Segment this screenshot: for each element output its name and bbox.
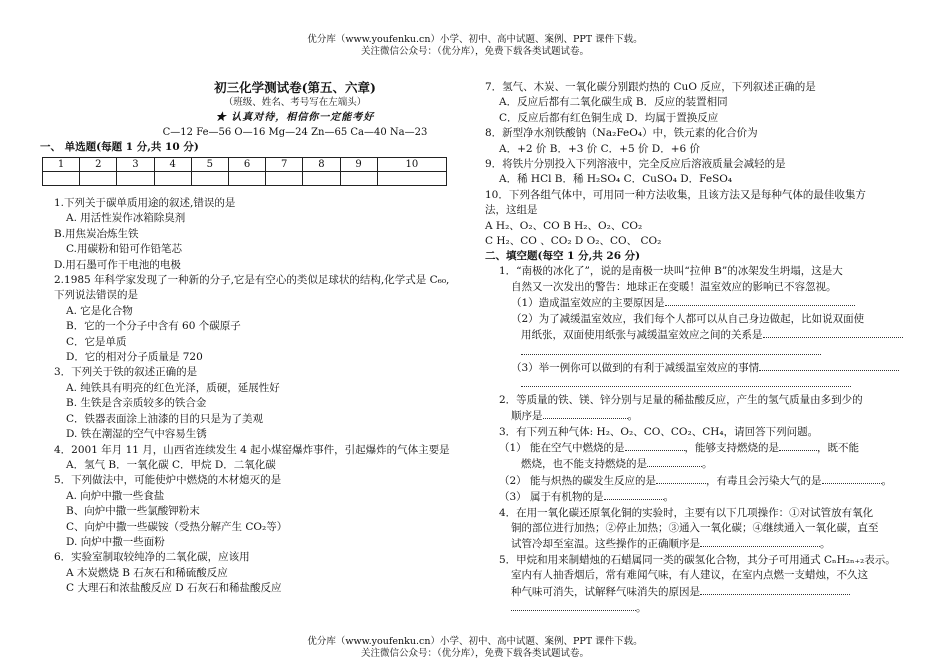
question-10-cont: 法，这组是	[485, 204, 538, 217]
answer-table	[42, 157, 447, 186]
answer-blank[interactable]	[521, 376, 851, 387]
fill-1-2-line	[485, 344, 900, 360]
fill-2: 2．等质量的铁、镁、锌分别与足量的稀盐酸反应，产生的氢气质量由多到少的	[499, 393, 863, 406]
question-1-option: C.用碳粉和铅可作铅笔芯	[66, 243, 182, 256]
question-1: 1.下列关于碳单质用途的叙述,错误的是	[54, 197, 236, 209]
watermark-bottom-line1: 优分库（www.youfenku.cn）小学、初中、高中试题、案例、PPT 课件下载。	[307, 636, 643, 647]
answer-blank[interactable]	[763, 327, 903, 338]
answer-cell[interactable]	[80, 172, 117, 186]
fill-5-text: 种气味可消失，试解释气味消失的原因是	[511, 585, 700, 598]
question-5: 5．下列做法中，可能使炉中燃烧的木材熄灭的是	[54, 474, 282, 487]
left-column	[40, 80, 450, 597]
fill-5-cont	[485, 584, 900, 600]
watermark-top-line2: 关注微信公众号：（优分库），免费下载各类试题试卷。	[360, 46, 589, 57]
answer-blank[interactable]	[759, 360, 899, 371]
question-2-cont: 下列说法错误的是	[54, 289, 138, 302]
fill-1-2-cont	[485, 327, 900, 343]
fill-1-3	[485, 360, 900, 376]
question-10-options: C H₂、CO 、CO₂ D O₂、CO、 CO₂	[485, 235, 662, 248]
fill-3-1-mid: ，能够支持燃烧的是	[684, 441, 780, 454]
answer-number: 9	[340, 158, 377, 172]
watermark-bottom-line2: 关注微信公众号：（优分库），免费下载各类试题试卷。	[360, 648, 589, 659]
fill-1-2: （2）为了减缓温室效应，我们每个人都可以从自己身边做起，比如说双面使	[511, 312, 865, 325]
answer-number: 10	[377, 158, 446, 172]
fill-1-cont: 自然又一次发出的警告：地球正在变暖！温室效应的影响已不容忽视。	[511, 280, 837, 293]
question-7-options: A．反应后都有二氧化碳生成 B．反应的装置相同	[499, 96, 728, 109]
question-9-options: A．稀 HCl B．稀 H₂SO₄ C．CuSO₄ D．FeSO₄	[499, 173, 733, 186]
question-5-option: B、向炉中撒一些氯酸钾粉末	[66, 505, 200, 518]
right-column	[485, 80, 900, 616]
answer-number: 7	[266, 158, 303, 172]
answer-blank[interactable]	[543, 408, 628, 419]
answer-table-number-row	[43, 158, 447, 172]
fill-4-cont: 铜的部位进行加热；②停止加热；③通入一氧化碳；④继续通入一氧化碳，直至	[511, 521, 879, 534]
question-2-option: D．它的相对分子质量是 720	[66, 351, 203, 364]
question-3-option: B. 生铁是含亲质较多的铁合金	[66, 397, 207, 410]
answer-cell[interactable]	[117, 172, 154, 186]
answer-number: 2	[80, 158, 117, 172]
fill-3-2: （2） 能与炽热的碳发生反应的是 ，有毒且会污染大气的是 。	[499, 474, 893, 487]
fill-2-text: 顺序是	[511, 410, 543, 423]
question-3-option: D. 铁在潮湿的空气中容易生锈	[66, 428, 207, 441]
answer-cell[interactable]	[340, 172, 377, 186]
answer-blank[interactable]	[700, 584, 850, 595]
fill-1-3-text: （3）举一例你可以做到的有利于减缓温室效应的事情	[511, 361, 760, 374]
atomic-masses: C—12 Fe—56 O—16 Mg—24 Zn—65 Ca—40 Na—23	[162, 127, 428, 138]
answer-number: 1	[43, 158, 80, 172]
question-8-options: A．+2 价 B．+3 价 C．+5 价 D．+6 价	[499, 142, 701, 155]
question-7: 7．氢气、木炭、一氧化碳分别跟灼热的 CuO 反应，下列叙述正确的是	[485, 81, 816, 93]
question-3-option: A. 纯铁具有明亮的红色光泽，质硬，延展性好	[66, 381, 280, 394]
answer-blank[interactable]	[779, 440, 817, 451]
answer-cell[interactable]	[228, 172, 265, 186]
fill-5: 5．甲烷和用来制蜡烛的石蜡属同一类的碳氢化合物，其分子可用通式 CₙH₂ₙ₊₂表示。	[499, 553, 896, 566]
question-10: 10．下列各组气体中，可用同一种方法收集，且该方法又是每种气体的最佳收集方	[485, 188, 866, 201]
section1-heading: 一、 单选题(每题 1 分,共 10 分)	[40, 141, 199, 153]
fill-3-1	[485, 440, 900, 456]
answer-cell[interactable]	[303, 172, 340, 186]
watermark-bottom	[0, 636, 950, 660]
answer-number: 6	[228, 158, 265, 172]
fill-4-cont: 试管冷却至室温。这些操作的正确顺序是 。	[511, 538, 831, 551]
fill-3: 3．有下列五种气体: H₂、O₂、CO、CO₂、CH₄，请回答下列问题。	[499, 425, 819, 438]
answer-cell[interactable]	[377, 172, 446, 186]
answer-blank[interactable]	[521, 344, 821, 355]
question-5-option: D. 向炉中撒一些面粉	[66, 535, 165, 548]
answer-blank[interactable]	[604, 489, 664, 500]
answer-cell[interactable]	[266, 172, 303, 186]
answer-number: 8	[303, 158, 340, 172]
question-7-options: C．反应后都有红色铜生成 D．均属于置换反应	[499, 111, 719, 124]
answer-blank[interactable]	[656, 473, 706, 484]
question-1-option: A. 用活性炭作冰箱除臭剂	[66, 212, 186, 225]
answer-cell[interactable]	[43, 172, 80, 186]
question-2-option: A. 它是化合物	[66, 304, 133, 317]
question-6-options: C 大理石和浓盐酸反应 D 石灰石和稀盐酸反应	[66, 582, 282, 595]
question-3-option: C．铁器表面涂上油漆的目的只是为了美观	[66, 412, 264, 425]
fill-3-2-text: （2） 能与炽热的碳发生反应的是	[499, 474, 657, 487]
fill-3-1-cont: 燃烧，也不能支持燃烧的是 。	[521, 458, 713, 471]
answer-blank[interactable]	[700, 536, 820, 547]
fill-1-2-text: 用纸张，双面使用纸张与减缓温室效应之间的关系是	[521, 329, 763, 342]
fill-3-3: （3） 属于有机物的是 。	[499, 491, 675, 504]
section2-heading: 二、填空题(每空 1 分,共 26 分)	[485, 250, 641, 263]
answer-blank[interactable]	[647, 456, 702, 467]
fill-5-line: 。	[485, 600, 900, 616]
question-10-options: A H₂、O₂、CO B H₂、O₂、CO₂	[485, 219, 643, 232]
answer-table-blank-row	[43, 172, 447, 186]
question-2-option: C．它是单质	[66, 335, 127, 348]
answer-cell[interactable]	[191, 172, 228, 186]
fill-1: 1．“南极的冰化了”，说的是南极一块叫“拉伸 B”的冰架发生坍塌，这是大	[499, 265, 843, 278]
answer-blank[interactable]	[511, 600, 636, 611]
fill-1-1	[485, 295, 900, 311]
answer-blank[interactable]	[822, 473, 882, 484]
fill-3-2-mid: ，有毒且会污染大气的是	[706, 474, 822, 487]
fill-3-1-text: （1） 能在空气中燃烧的是	[499, 441, 625, 454]
fill-5-cont: 室内有人抽香烟后，常有难闻气味，有人建议，在室内点燃一支蜡烛，不久这	[511, 569, 868, 582]
exam-motto: ★ 认真对待，相信你一定能考好	[215, 112, 375, 123]
question-2-option: B．它的一个分子中含有 60 个碳原子	[66, 320, 241, 333]
exam-title: 初三化学测试卷(第五、六章)	[214, 80, 376, 95]
watermark-top-line1: 优分库（www.youfenku.cn）小学、初中、高中试题、案例、PPT 课件下载。	[307, 34, 643, 45]
fill-3-1-end: ，既不能	[817, 441, 860, 454]
answer-blank[interactable]	[625, 440, 685, 451]
question-6-options: A 木炭燃烧 B 石灰石和稀硫酸反应	[66, 566, 228, 579]
watermark-top	[0, 34, 950, 58]
question-6: 6．实验室制取较纯净的二氧化碳，应该用	[54, 551, 250, 564]
question-3: 3．下列关于铁的叙述正确的是	[54, 366, 198, 379]
fill-1-1-text: （1）造成温室效应的主要原因是	[511, 297, 665, 310]
exam-subtitle: （班级、姓名、考号写在左端头）	[223, 97, 367, 108]
question-5-option: C、向炉中撒一些碳铵（受热分解产生 CO₂等）	[66, 520, 288, 533]
fill-2-cont: 顺序是 。	[511, 410, 638, 423]
answer-blank[interactable]	[665, 295, 855, 306]
question-9: 9．将铁片分别投入下列溶液中，完全反应后溶液质量会减轻的是	[485, 158, 786, 171]
question-4: 4．2001 年月 11 月，山西省连续发生 4 起小煤窑爆炸事件，引起爆炸的气体主要是	[54, 443, 450, 456]
answer-number: 4	[154, 158, 191, 172]
fill-3-1b-text: 燃烧，也不能支持燃烧的是	[521, 458, 647, 471]
question-2: 2.1985 年科学家发现了一种新的分子,它是有空心的类似足球状的结构,化学式是 C₆₀,	[54, 274, 450, 287]
fill-4-text: 试管冷却至室温。这些操作的正确顺序是	[511, 538, 700, 551]
answer-number: 5	[191, 158, 228, 172]
fill-1-3-line	[485, 376, 900, 392]
question-5-option: A. 向炉中撒一些食盐	[66, 489, 165, 502]
question-8: 8．新型净水剂铁酸钠（Na₂FeO₄）中，铁元素的化合价为	[485, 127, 758, 140]
question-4-options: A．氢气 B．一氧化碳 C．甲烷 D．二氧化碳	[66, 458, 276, 471]
answer-cell[interactable]	[154, 172, 191, 186]
question-1-option: D.用石墨可作干电池的电极	[54, 258, 181, 271]
question-1-option: B.用焦炭冶炼生铁	[54, 227, 139, 240]
answer-number: 3	[117, 158, 154, 172]
fill-3-3-text: （3） 属于有机物的是	[499, 491, 604, 504]
fill-4: 4．在用一氧化碳还原氧化铜的实验时，主要有以下几项操作：①对试管放有氧化	[499, 506, 874, 519]
